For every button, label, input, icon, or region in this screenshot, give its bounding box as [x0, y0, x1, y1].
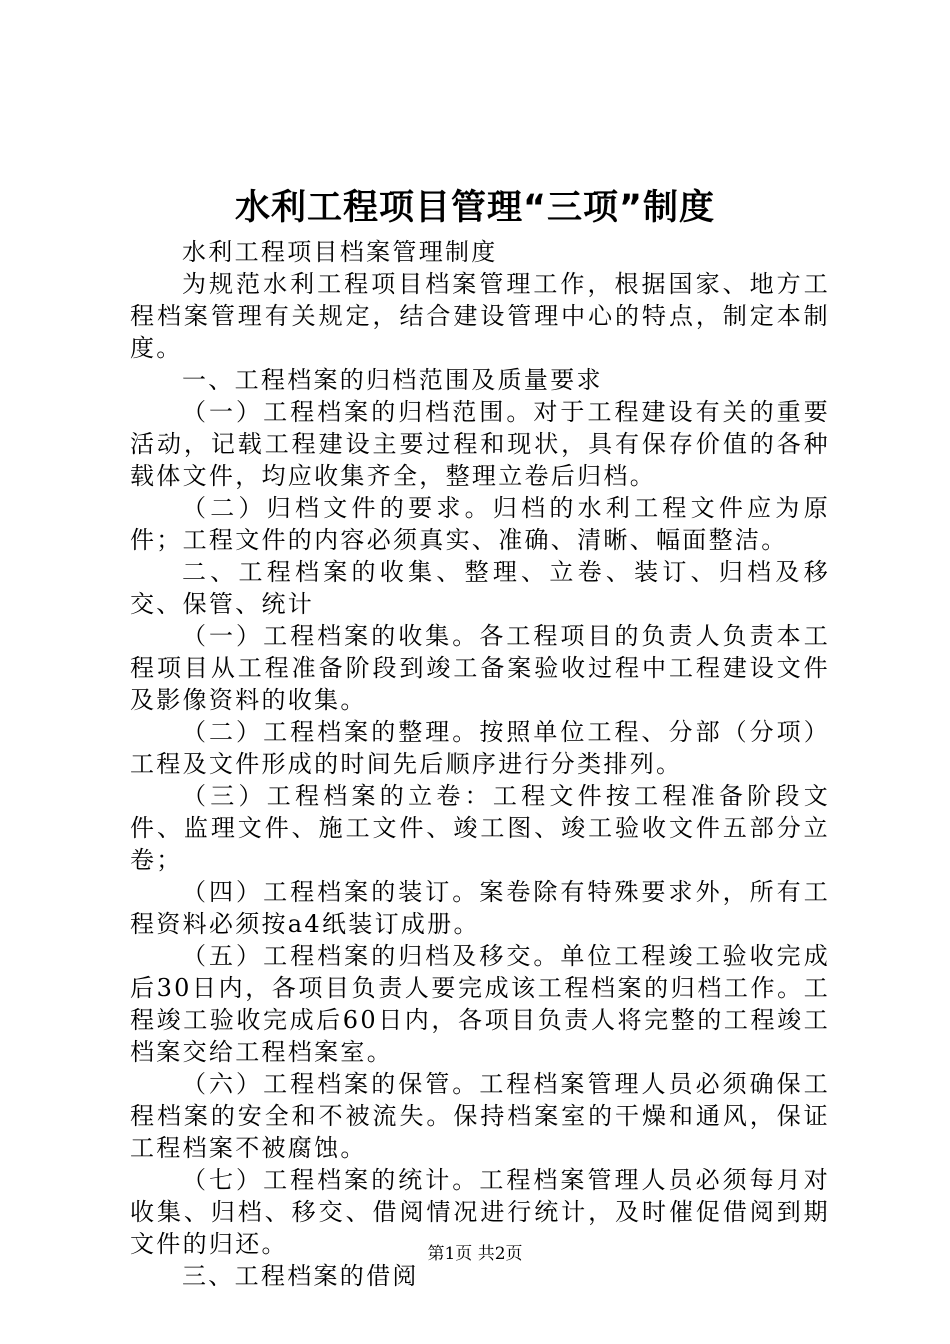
- paragraph-2-7: （七）工程档案的统计。工程档案管理人员必须每月对收集、归档、移交、借阅情况进行统计，及时催促借阅到期文件的归还。: [130, 1166, 830, 1258]
- document-body: [130, 236, 830, 1292]
- section-heading-3: 三、工程档案的借阅: [182, 1262, 419, 1290]
- paragraph-2-6: （六）工程档案的保管。工程档案管理人员必须确保工程档案的安全和不被流失。保持档案室的干燥和通风，保证工程档案不被腐蚀。: [130, 1070, 830, 1162]
- paragraph-1-2: （二）归档文件的要求。归档的水利工程文件应为原件；工程文件的内容必须真实、准确、清晰、幅面整洁。: [130, 494, 830, 554]
- section-heading-2: 二、工程档案的收集、整理、立卷、装订、归档及移交、保管、统计: [130, 558, 830, 618]
- paragraph-2-1: （一）工程档案的收集。各工程项目的负责人负责本工程项目从工程准备阶段到竣工备案验收过程中工程建设文件及影像资料的收集。: [130, 622, 830, 714]
- document-title: 水利工程项目管理“三项”制度: [234, 188, 715, 228]
- paragraph-intro: 为规范水利工程项目档案管理工作，根据国家、地方工程档案管理有关规定，结合建设管理中心的特点，制定本制度。: [130, 270, 830, 362]
- paragraph-2-3: （三）工程档案的立卷：工程文件按工程准备阶段文件、监理文件、施工文件、竣工图、竣工验收文件五部分立卷；: [130, 782, 830, 874]
- paragraph-2-2: （二）工程档案的整理。按照单位工程、分部（分项）工程及文件形成的时间先后顺序进行分类排列。: [130, 718, 830, 778]
- paragraph-2-5: （五）工程档案的归档及移交。单位工程竣工验收完成后30日内，各项目负责人要完成该工程档案的归档工作。工程竣工验收完成后60日内，各项目负责人将完整的工程竣工档案交给工程档案室。: [130, 942, 830, 1066]
- section-heading-1: 一、工程档案的归档范围及质量要求: [182, 366, 603, 394]
- paragraph-1-1: （一）工程档案的归档范围。对于工程建设有关的重要活动，记载工程建设主要过程和现状，具有保存价值的各种载体文件，均应收集齐全，整理立卷后归档。: [130, 398, 830, 490]
- paragraph-subtitle: 水利工程项目档案管理制度: [182, 238, 498, 266]
- paragraph-2-4: （四）工程档案的装订。案卷除有特殊要求外，所有工程资料必须按a4纸装订成册。: [130, 878, 830, 938]
- page-number-footer: 第1页 共2页: [427, 1244, 523, 1264]
